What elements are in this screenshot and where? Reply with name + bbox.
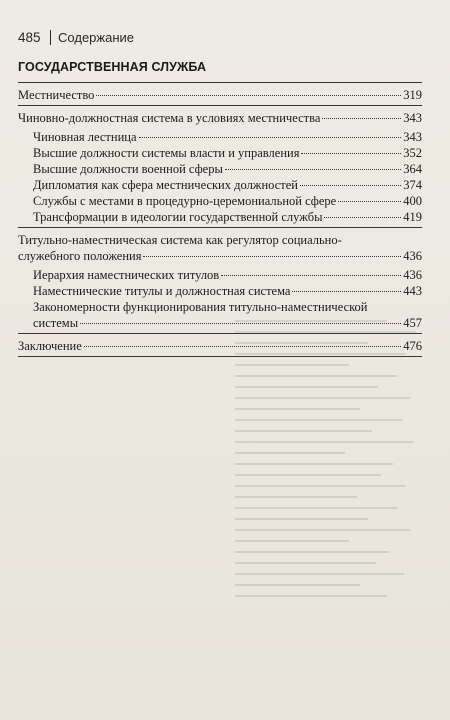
toc-entry-title: Службы с местами в процедурно-церемониальной сфере [33,194,337,208]
running-title: Содержание [58,30,135,45]
dot-leader [143,256,401,257]
toc-entry-page: 343 [403,111,422,125]
dot-leader [80,323,401,324]
dot-leader [300,185,401,186]
toc-entry [18,110,422,126]
toc-entry-page: 436 [403,249,422,263]
table-of-contents [18,80,422,361]
toc-entry [18,87,422,103]
dot-leader [84,346,402,347]
header-separator [50,30,52,45]
toc-entry-page: 364 [403,162,422,176]
toc-subentry [18,193,422,209]
toc-entry-page: 419 [403,210,422,224]
toc-entry-page: 400 [403,194,422,208]
toc-entry-title: Местничество [18,88,95,102]
toc-entry-title: Трансформации в идеологии государственной службы [33,210,323,224]
dot-leader [301,153,401,154]
dot-leader [322,118,401,119]
divider [18,227,422,228]
toc-entry-title: Высшие должности военной сферы [33,162,223,176]
toc-entry-title: Заключение [18,339,82,353]
divider [18,82,422,83]
toc-entry [18,338,422,354]
toc-subentry [18,209,422,225]
toc-entry-title-line: Титульно-наместническая система как регулятор социально- [18,233,342,247]
toc-entry-title: системы [33,316,79,330]
toc-subentry [18,283,422,299]
toc-subentry [18,145,422,161]
toc-subentry [18,177,422,193]
page-number: 485 [18,30,41,45]
toc-subentry [18,161,422,177]
toc-entry-title: Высшие должности системы власти и управления [33,146,300,160]
toc-entry-title-line: Закономерности функционирования титульно-наместнической [33,300,368,314]
toc-entry-page: 476 [403,339,422,353]
toc-entry [18,248,422,264]
dot-leader [139,137,402,138]
dot-leader [96,95,401,96]
running-header [18,30,134,45]
divider [18,333,422,334]
divider [18,105,422,106]
dot-leader [324,217,401,218]
toc-subentry [18,129,422,145]
toc-entry-page: 343 [403,130,422,144]
dot-leader [292,291,401,292]
dot-leader [221,275,401,276]
toc-entry-page: 457 [403,316,422,330]
toc-entry-title: служебного положения [18,249,142,263]
dot-leader [225,169,401,170]
toc-entry-page: 352 [403,146,422,160]
toc-entry-title: Дипломатия как сфера местнических должностей [33,178,298,192]
toc-subentry [18,315,422,331]
dot-leader [338,201,401,202]
toc-entry-page: 319 [403,88,422,102]
toc-entry-title: Наместнические титулы и должностная система [33,284,291,298]
section-title: ГОСУДАРСТВЕННАЯ СЛУЖБА [18,60,207,74]
toc-entry-title: Чиновно-должностная система в условиях местничества [18,111,321,125]
toc-entry-title: Иерархия наместнических титулов [33,268,220,282]
divider [18,356,422,357]
toc-entry-page: 374 [403,178,422,192]
toc-entry-title: Чиновная лестница [33,130,137,144]
toc-entry-page: 436 [403,268,422,282]
toc-entry-page: 443 [403,284,422,298]
bleed-through-decoration [235,320,425,700]
toc-subentry [18,267,422,283]
